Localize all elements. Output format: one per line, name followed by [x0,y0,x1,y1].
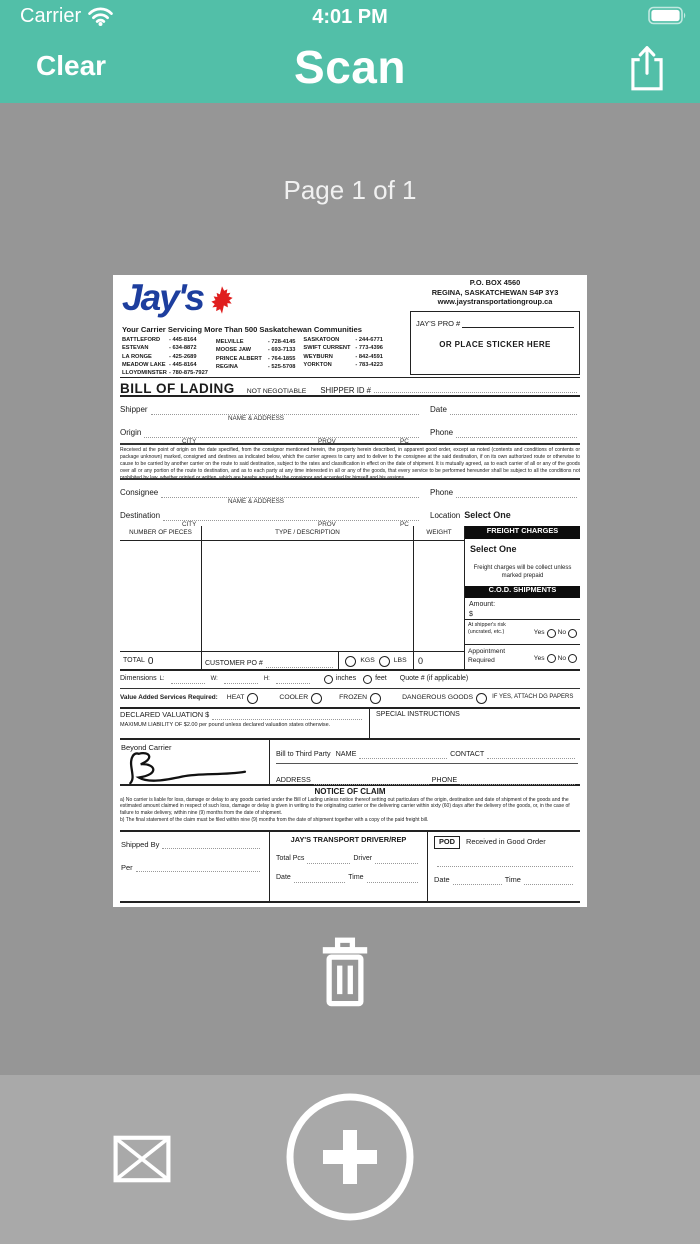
clock: 4:01 PM [312,6,388,28]
blank-line [437,858,573,867]
maple-leaf-icon [207,285,237,315]
share-icon [628,44,666,92]
blank-line [450,406,577,415]
pod-cell: POD Received in Good Order Date Time [428,832,580,901]
page-indicator: Page 1 of 1 [283,175,417,205]
blank-line [294,874,345,883]
terms-paragraph: Received at the point of origin on the date specified, from the consignor mentioned herein, the property herein described, in apparent good order, except as noted (contents and conditions of contents or package unknown) marked, consigned and destines as indicated below, which the carrier agrees to carry and to deliver to the consignee at the said destination, if on its own authorized route or otherwise to cause to be carried by another carrier on the route to said destination, subject to the rates and classification in effect on the date of shipment. It is mutually agreed, as to each carrier of all or any of the goods over all or any portion of the route to destination, and as to each party at any time interested in all or any of the goods, that every service to be performed hereunder shall be subject to all the conditions not prohibited by law, whether printed or written, which are hereby agreed by the consignor and accepted for himself and his assigns. [120,443,580,480]
blank-line [487,750,575,759]
scanned-document[interactable] [113,275,587,907]
feet-circle [363,675,372,684]
blank-line [144,429,419,438]
dimensions-row: Dimensions L: W: H: inches feet Quote # (if applicable) [120,671,580,689]
cooler-circle [311,693,322,704]
screen-title: Scan [294,41,406,93]
beyond-carrier-row [120,740,580,786]
trash-icon [312,936,378,1010]
blank-line [375,855,418,864]
company-address: P.O. BOX 4560 REGINA, SASKATCHEWAN S4P 3Y3 www.jaystransportationgroup.ca [431,278,559,307]
beyond-carrier-cell: Beyond Carrier [120,740,270,784]
blank-line [224,675,258,684]
blank-line [163,512,419,521]
blank-line [462,320,574,328]
frozen-circle [370,693,381,704]
risk-no-circle [568,629,577,638]
blank-line [456,429,577,438]
blank-line [359,750,447,759]
blank-line [453,876,502,885]
location-dropdown-value: Select One [464,510,511,521]
blank-line [307,855,350,864]
blank-line [524,876,573,885]
blank-line [136,863,260,872]
bol-title-row: BILL OF LADING NOT NEGOTIABLE SHIPPER ID # [120,378,580,397]
blank-line [456,489,577,498]
add-page-button[interactable] [282,1089,418,1228]
top-chrome [0,0,700,103]
freight-table [120,526,580,671]
blank-line [151,406,419,415]
bill-third-party-cell: Bill to Third Party NAME CONTACT ADDRESS PHONE [270,740,580,784]
delete-page-button[interactable] [312,936,378,1013]
freight-table-left: NUMBER OF PIECES TYPE / DESCRIPTION WEIGHT TOTAL 0 CUSTOMER PO # KGS LBS 0 [120,526,465,669]
doc-header-left [120,275,404,377]
total-pieces-value: 0 [147,655,154,667]
signature [120,750,260,786]
blank-line [266,659,333,668]
jays-pro-box: JAY'S PRO # OR PLACE STICKER HERE [410,311,580,375]
total-weight-value: 0 [418,656,424,667]
phone-col-2: MELVILLE - 728-4145 MOOSE JAW - 693-7133 PRINCE ALBERT - 764-1855 REGINA - 525-5708 [215,339,296,370]
freight-charges-dropdown-value: Select One [470,543,517,554]
plus-circle-icon [282,1089,418,1225]
blank-line [374,386,577,393]
status-bar [0,0,700,36]
freight-charges-panel: FREIGHT CHARGES Select One Freight charges will be collect unless marked prepaid C.O.D. SHIPMENTS Amount: $ At shipper's risk (uncrated, etc.) Yes No Appointment Required Yes No [465,526,580,669]
blank-line [460,776,575,785]
driver-rep-cell: JAY'S TRANSPORT DRIVER/REP Total Pcs Driver Date Time [270,832,428,901]
blank-line [162,840,260,849]
bottom-toolbar [0,1075,700,1244]
services-row: Value Added Services Required: HEAT COOLER FROZEN DANGEROUS GOODS IF YES, ATTACH DG PAPERS [120,689,580,709]
phone-col-3: SASKATOON - 244-6771 SWIFT CURRENT - 773-4396 WEYBURN - 842-4591 YORKTON - 783-4223 [303,337,383,368]
declared-valuation-cell: DECLARED VALUATION $ MAXIMUM LIABILITY OF $2.00 per pound unless declared valuation states otherwise. [120,709,370,738]
blank-line [276,675,310,684]
nav-bar [0,36,700,103]
lbs-circle [379,656,390,667]
phone-col-1: BATTLEFORD - 445-8164 ESTEVAN - 634-8872 LA RONGE - 425-2689 MEADOW LAKE - 445-8164 LLOYDMINSTER - 780-875-7927 [122,337,208,377]
special-instructions-cell: SPECIAL INSTRUCTIONS [376,711,460,718]
shipped-by-cell: Shipped By Per [120,832,270,901]
appt-yes-circle [547,654,556,663]
blank-line [367,874,418,883]
envelope-icon [113,1135,171,1183]
form-title: BILL OF LADING [120,381,235,396]
freight-table-body [120,541,464,651]
kgs-circle [345,656,356,667]
appt-no-circle [568,654,577,663]
form-footer [120,832,580,903]
doc-header [120,275,580,378]
phone-directory [122,336,402,377]
dangerous-goods-circle [476,693,487,704]
doc-header-right [404,275,580,377]
clear-button[interactable]: Clear [36,50,107,81]
blank-line [314,776,429,785]
company-logo: Jay's [122,277,204,318]
share-button[interactable] [628,44,666,95]
risk-yes-circle [547,629,556,638]
notice-of-claim: NOTICE OF CLAIM a) No carrier is liable for loss, damage or delay to any goods carried under the Bill of Lading unless notice thereof setting out particulars of the origin, destination and date of shipment of the goods and the estimated amount claimed in respect of such loss, damage or delay is given in writing to the originating carrier or the delivering carrier within sixty (60) days after the delivery of the goods, or, in the case of failure to make delivery, within nine (9) months from the date of shipment. b) The final statement of the claim must be filed within nine (9) months from the date of shipment together with a copy of the paid freight bill. [120,786,580,832]
tagline: Your Carrier Servicing More Than 500 Saskatchewan Communities [122,325,362,334]
email-button[interactable] [113,1135,171,1186]
freight-table-total-row: TOTAL 0 CUSTOMER PO # KGS LBS 0 [120,651,464,671]
battery-icon [648,6,688,25]
blank-line [161,489,419,498]
scan-preview-area [0,103,700,1075]
blank-line [171,675,205,684]
inches-circle [324,675,333,684]
valuation-row [120,709,580,740]
carrier-label: Carrier [20,5,82,27]
blank-line [212,711,362,720]
shipper-section: Shipper Date NAME & ADDRESS Origin Phone CITY PROV PC [120,397,580,443]
heat-circle [247,693,258,704]
consignee-section: Consignee Phone NAME & ADDRESS Destination Location Select One CITY PROV PC [120,480,580,526]
cod-panel-header: C.O.D. SHIPMENTS [465,586,580,598]
